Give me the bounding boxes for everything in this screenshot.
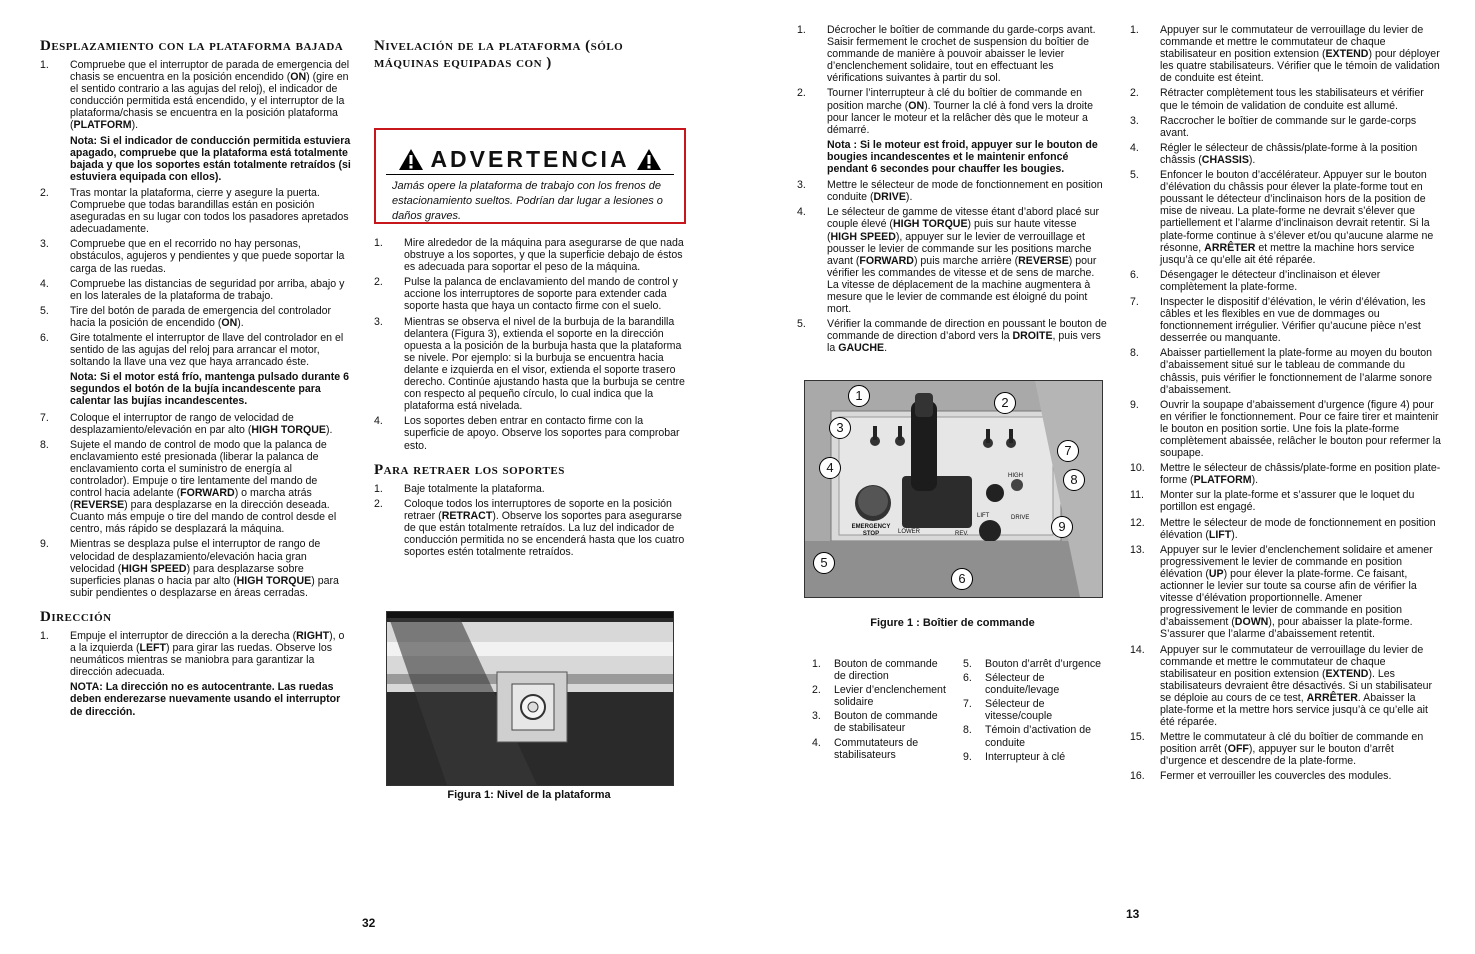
list-item xyxy=(797,206,1109,315)
list-item-text: Tras montar la plataforma, cierre y asegure la puerta. Compruebe que todas barandillas están en posición aseguradas en su lugar con todos los pasadores apretados adecuadamente. xyxy=(70,186,349,236)
note-moteur-froid: Nota : Si le moteur est froid, appuyer sur le bouton de bougies incandescentes et le maintenir enfoncé pendant 6 secondes pour chauffer les bougies. xyxy=(827,138,1098,176)
list-item xyxy=(374,276,686,312)
right-column-1 xyxy=(797,24,1109,357)
list-item-number: 10. xyxy=(1130,462,1145,475)
legend-item-text: Commutateurs de stabilisateurs xyxy=(834,736,919,761)
list-item xyxy=(40,332,352,368)
legend-item-number: 8. xyxy=(963,724,972,737)
list-item-number: 7. xyxy=(1130,295,1139,308)
list-item-text: Inspecter le dispositif d’élévation, le vérin d’élévation, les câbles et les flexibles en vue de dommages ou fonctionnement irrégulier. Vérifier qu’aucune pièce n’est desserrée ou manquante. xyxy=(1160,295,1426,345)
list-item xyxy=(1130,142,1442,166)
list-desplazamiento-b xyxy=(40,187,352,368)
legend-item xyxy=(812,710,952,734)
legend-item-text: Interrupteur à clé xyxy=(985,750,1066,763)
platform-level-photo xyxy=(386,611,674,786)
list-item xyxy=(374,483,686,495)
list-retraer xyxy=(374,483,686,559)
list-item-number: 1. xyxy=(40,629,49,642)
list-item-text: Le sélecteur de gamme de vitesse étant d’abord placé sur couple élevé (HIGH TORQUE) puis sur haute vitesse (HIGH SPEED), appuyer sur le levier de verrouillage et pousser le levier de commande sur les positions marche avant (FORWARD) puis marche arrière (REVERSE) pour vérifier les commandes de vitesse et de sens de marche. La vitesse de déplacement de la machine augmentera à mesure que le levier de commande est éloigné du point mort. xyxy=(827,206,1100,316)
list-item-number: 1. xyxy=(1130,24,1139,36)
left-column-1 xyxy=(40,38,352,722)
legend-item-text: Témoin d’activation de conduite xyxy=(985,724,1091,749)
list-fr-a xyxy=(797,24,1109,136)
list-desplazamiento-c xyxy=(40,412,352,599)
list-item-number: 11. xyxy=(1130,489,1144,502)
list-item-text: Mientras se observa el nivel de la burbuja de la barandilla delantera (Figura 3), extienda el soporte en la dirección opuesta a la posición de la burbuja hasta que la plataforma se nivele. Por ejemplo: si la burbuja se encuentra hacia delante e izquierda en el visor, extienda el soporte trasero derecho. Continúe ajustando hasta que la burbuja se centre con respecto al pequeño círculo, lo cual indica que la plataforma está nivelada. xyxy=(404,315,685,413)
legend-item xyxy=(812,684,952,708)
list-item-text: Mientras se desplaza pulse el interruptor de rango de velocidad de desplazamiento/elevación hacia gran velocidad (HIGH SPEED) para desplazarse sobre superficies planas o hacia par alto (HIGH TORQUE) para subir pendientes o desplazarse en áreas cerradas. xyxy=(70,538,339,599)
list-item-number: 6. xyxy=(40,331,49,344)
list-item xyxy=(1130,770,1442,782)
warning-icon xyxy=(398,148,424,171)
list-item xyxy=(1130,115,1442,139)
list-item xyxy=(1130,169,1442,266)
list-item xyxy=(797,179,1109,203)
list-item-text: Appuyer sur le levier d’enclenchement solidaire et amener progressivement le levier de commande en position élévation (UP) pour élever la plate-forme. Ce faisant, actionner le levier sur toute sa course afin de vérifier la vitesse d’élévation proportionnelle. Amener progressivement le levier de commande en position d’abaissement (DOWN), pour abaisser la plate-forme. S’assurer que l’alarme d’abaissement retentit. xyxy=(1160,543,1433,641)
list-item-number: 6. xyxy=(1130,268,1139,281)
callout-2: 2 xyxy=(994,392,1016,414)
list-item-number: 16. xyxy=(1130,770,1145,783)
list-item-text: Décrocher le boîtier de commande du garde-corps avant. Saisir fermement le crochet de suspension du boîtier de commande de manière à pouvoir abaisser le levier d’enclenchement solidaire, tout en effectuant les vérifications suivantes à partir du sol. xyxy=(827,24,1096,85)
list-item xyxy=(797,87,1109,135)
warning-title-text: ADVERTENCIA xyxy=(430,145,630,172)
list-item-text: Gire totalmente el interruptor de llave del controlador en el sentido de las agujas del reloj para arrancar el motor, soltando la llave una vez que haya arrancado éste. xyxy=(70,331,344,369)
legend-item-number: 5. xyxy=(963,658,972,670)
legend-item-number: 3. xyxy=(812,710,821,723)
list-item-text: Tourner l’interrupteur à clé du boîtier de commande en position marche (ON). Tourner la clé à fond vers la droite pour lancer le moteur et la relâcher dès que le moteur a démarré. xyxy=(827,87,1093,136)
list-item-number: 3. xyxy=(40,238,49,251)
list-item xyxy=(1130,296,1442,344)
list-item xyxy=(40,238,352,274)
callout-6: 6 xyxy=(951,568,973,590)
list-item-text: Mire alrededor de la máquina para asegurarse de que nada obstruye a los soportes, y que la superficie debajo de éstos es adecuada para soportar el peso de la máquina. xyxy=(404,237,684,274)
list-item xyxy=(1130,399,1442,459)
list-item-number: 9. xyxy=(1130,398,1139,411)
left-column-2 xyxy=(374,38,686,76)
figure-caption-boitier: Figure 1 : Boîtier de commande xyxy=(870,617,1035,629)
page-number-right: 13 xyxy=(1126,907,1140,921)
legend-right xyxy=(963,658,1103,765)
list-item xyxy=(40,412,352,436)
list-item xyxy=(40,538,352,598)
list-item-text: Tire del botón de parada de emergencia del controlador hacia la posición de encendido (ON). xyxy=(70,304,332,329)
note-motor-frio: Nota: Si el motor está frío, mantenga pulsado durante 6 segundos el botón de la bujía incandescente para calentar las bujías incandescentes. xyxy=(70,371,350,408)
list-item-number: 2. xyxy=(374,276,383,289)
panel-label-high: HIGH xyxy=(1008,473,1023,479)
page-number-left: 32 xyxy=(362,916,376,930)
list-item xyxy=(374,237,686,273)
legend-item-number: 9. xyxy=(963,750,972,763)
list-item xyxy=(1130,269,1442,293)
list-item-text: Ouvrir la soupape d’abaissement d’urgence (figure 4) pour en vérifier le fonctionnement. Pour ce faire tirer et maintenir le bouton en position sortie. Une fois la plate-forme complètement abaissée, relâcher le bouton pour refermer la soupape. xyxy=(1160,398,1441,460)
list-item-text: Coloque todos los interruptores de soporte en la posición retraer (RETRACT). Observe los soportes para asegurarse de que están totalmente retraídos. La luz del indicador de conducción permitida no se encenderá hasta que los cuatro soportes estén totalmente retraídos. xyxy=(404,497,685,559)
list-item-text: Régler le sélecteur de châssis/plate-forme à la position châssis (CHASSIS). xyxy=(1160,141,1418,166)
list-item-number: 2. xyxy=(1130,87,1139,100)
callout-4: 4 xyxy=(819,457,841,479)
legend-item-number: 4. xyxy=(812,736,821,749)
warning-box xyxy=(374,128,686,224)
list-item xyxy=(374,316,686,413)
list-item-number: 13. xyxy=(1130,543,1145,556)
list-item-text: Compruebe las distancias de seguridad por arriba, abajo y en los laterales de la plataforma de trabajo. xyxy=(70,277,345,302)
warning-text: Jamás opere la plataforma de trabajo con los frenos de estacionamiento sueltos. Podrían dar lugar a lesiones o daños graves. xyxy=(392,180,663,222)
list-item-number: 8. xyxy=(1130,347,1139,360)
list-item-text: Appuyer sur le commutateur de verrouillage du levier de commande et mettre le commutateur de chaque stabilisateur en position extension (EXTEND) pour déployer les quatre stabilisateurs. Vérifier que le témoin de validation de conduite est éteint. xyxy=(1160,24,1440,85)
list-item-number: 1. xyxy=(40,59,49,71)
list-item-text: Enfoncer le bouton d’accélérateur. Appuyer sur le bouton d’élévation du châssis pour élever la plate-forme tout en poussant le détecteur d’inclinaison hors de la position de mise de niveau. La plate-forme ne devrait s’élever que partiellement et l’alarme d’inclinaison devrait retentir. Si la plate-forme continue à s’élever et/ou qu’aucune alarme ne résonne, ARRÊTER et mettre la machine hors service jusqu’à ce qu’elle ait été réparée. xyxy=(1160,169,1434,266)
list-item-number: 5. xyxy=(40,304,49,317)
legend-item-text: Levier d’enclenchement solidaire xyxy=(834,684,946,709)
list-item-number: 2. xyxy=(40,186,49,199)
legend-item xyxy=(963,724,1103,748)
list-item xyxy=(1130,87,1442,111)
list-item xyxy=(374,415,686,451)
list-item-number: 4. xyxy=(374,415,383,428)
list-item-number: 12. xyxy=(1130,516,1145,529)
legend-item-text: Bouton de commande de stabilisateur xyxy=(834,710,938,735)
heading-nivelacion: Nivelación de la plataforma (sólo máquinas equipadas con ) xyxy=(374,38,624,71)
right-column-2 xyxy=(1130,24,1442,786)
panel-label-drive: DRIVE xyxy=(1011,515,1030,521)
list-item-number: 14. xyxy=(1130,643,1145,656)
list-nivelacion xyxy=(374,237,686,452)
callout-5: 5 xyxy=(813,552,835,574)
list-desplazamiento-a xyxy=(40,59,352,132)
list-item-text: Mettre le sélecteur de mode de fonctionnement en position conduite (DRIVE). xyxy=(827,179,1103,204)
legend-item-number: 2. xyxy=(812,684,821,697)
list-item-text: Monter sur la plate-forme et s’assurer que le loquet du portillon est engagé. xyxy=(1160,489,1415,514)
list-item xyxy=(1130,489,1442,513)
list-item-number: 15. xyxy=(1130,731,1145,744)
list-item-text: Vérifier la commande de direction en poussant le bouton de commande de direction d’abord vers la DROITE, puis vers la GAUCHE. xyxy=(827,318,1107,355)
list-item-text: Fermer et verrouiller les couvercles des modules. xyxy=(1160,770,1392,783)
list-item-text: Coloque el interruptor de rango de velocidad de desplazamiento/elevación en par alto (HIGH TORQUE). xyxy=(70,411,333,436)
list-item xyxy=(1130,347,1442,395)
list-direccion xyxy=(40,630,352,678)
legend-item-number: 1. xyxy=(812,658,821,670)
list-item-number: 5. xyxy=(797,318,806,331)
list-item-number: 5. xyxy=(1130,169,1139,182)
list-item xyxy=(40,439,352,536)
list-item-text: Pulse la palanca de enclavamiento del mando de control y accione los interruptores de soporte para extender cada soporte hasta que haya un contacto firme con el suelo. xyxy=(404,276,678,313)
heading-retraer: Para retraer los soportes xyxy=(374,461,565,478)
list-item-number: 1. xyxy=(797,24,806,36)
list-item-number: 4. xyxy=(1130,141,1139,154)
list-item xyxy=(40,305,352,329)
list-fr-col2 xyxy=(1130,24,1442,783)
heading-desplazamiento: Desplazamiento con la plataforma bajada xyxy=(40,38,344,54)
list-item-number: 1. xyxy=(374,237,383,249)
control-box-photo xyxy=(804,380,1103,598)
list-item-number: 7. xyxy=(40,411,49,424)
figure-caption-nivel: Figura 1: Nivel de la plataforma xyxy=(447,789,611,801)
list-item-text: Mettre le sélecteur de mode de fonctionnement en position élévation (LIFT). xyxy=(1160,516,1436,541)
legend-item-number: 7. xyxy=(963,698,972,711)
list-item xyxy=(40,278,352,302)
list-item-number: 3. xyxy=(797,179,806,192)
list-item-number: 4. xyxy=(40,277,49,290)
list-item-number: 8. xyxy=(40,438,49,451)
callout-1: 1 xyxy=(848,385,870,407)
warning-title xyxy=(376,144,684,174)
list-item xyxy=(40,630,352,678)
list-item xyxy=(797,318,1109,354)
list-item xyxy=(374,498,686,558)
warning-icon xyxy=(636,148,662,171)
list-item-text: Baje totalmente la plataforma. xyxy=(404,482,545,495)
legend-item-text: Bouton d’arrêt d’urgence xyxy=(985,658,1102,670)
panel-label-emergency-stop: EMERGENCY STOP xyxy=(851,524,891,537)
panel-label-rev: REV. xyxy=(955,531,969,537)
list-item xyxy=(1130,544,1442,641)
list-item xyxy=(1130,462,1442,486)
list-item-number: 3. xyxy=(374,315,383,328)
list-item-text: Los soportes deben entrar en contacto firme con la superficie de apoyo. Observe los soportes para comprobar esto. xyxy=(404,415,680,452)
list-item xyxy=(40,59,352,132)
list-item xyxy=(797,24,1109,84)
legend-item-number: 6. xyxy=(963,672,972,685)
left-column-2-lower xyxy=(374,237,686,561)
legend-item-text: Sélecteur de vitesse/couple xyxy=(985,698,1053,723)
list-item-number: 2. xyxy=(797,87,806,100)
list-item xyxy=(1130,644,1442,729)
legend-item xyxy=(963,751,1103,763)
list-item-text: Compruebe que en el recorrido no hay personas, obstáculos, agujeros y pendientes y que puede soportar la carga de las ruedas. xyxy=(70,238,345,275)
list-item-number: 9. xyxy=(40,538,49,551)
list-item-text: Mettre le commutateur à clé du boîtier de commande en position arrêt (OFF), appuyer sur le bouton d’arrêt d’urgence et descendre de la plate-forme. xyxy=(1160,731,1424,768)
callout-8: 8 xyxy=(1063,469,1085,491)
legend-left xyxy=(812,658,952,763)
list-item xyxy=(1130,517,1442,541)
list-item-text: Abaisser partiellement la plate-forme au moyen du bouton d’abaissement situé sur le tableau de commande du châssis, puis vérifier le fonctionnement de l’alarme sonore d’abaissement. xyxy=(1160,347,1433,396)
list-item-number: 2. xyxy=(374,497,383,510)
list-item xyxy=(40,187,352,235)
callout-9: 9 xyxy=(1051,516,1073,538)
callout-7: 7 xyxy=(1057,440,1079,462)
legend-item-text: Bouton de commande de direction xyxy=(834,658,938,683)
list-item-text: Appuyer sur le commutateur de verrouillage du levier de commande et mettre le commutateur de chaque stabilisateur en position extension (EXTEND). Les stabilisateurs devraient être désactivés. Si un stabilisateur se déploie au cours de ce test, ARRÊTER. Abaisser la plate-forme et la mettre hors service jusqu’à ce qu’elle ait été réparée. xyxy=(1160,643,1433,729)
list-item-text: Désengager le détecteur d’inclinaison et élever complètement la plate-forme. xyxy=(1160,268,1381,293)
list-item-number: 1. xyxy=(374,482,383,495)
list-item-text: Raccrocher le boîtier de commande sur le garde-corps avant. xyxy=(1160,114,1417,139)
list-item-text: Sujete el mando de control de modo que la palanca de enclavamiento esté presionada (liberar la palanca de enclavamiento corta el suministro de energía al controlador). Empuje o tire lentamente del mando de control hacia adelante (FORWARD) o marcha atrás (REVERSE) para desplazarse en la dirección deseada. Cuanto más empuje o tire del mando de control desde el centro, más rápido se desplazará la máquina. xyxy=(70,438,337,536)
list-item-number: 4. xyxy=(797,206,806,219)
list-item-text: Rétracter complètement tous les stabilisateurs et vérifier que le témoin de validation de conduite est allumé. xyxy=(1160,87,1424,112)
legend-item xyxy=(963,658,1103,670)
list-item xyxy=(1130,24,1442,84)
callout-3: 3 xyxy=(829,417,851,439)
list-item-number: 3. xyxy=(1130,114,1139,127)
list-item-text: Empuje el interruptor de dirección a la derecha (RIGHT), o a la izquierda (LEFT) para girar las ruedas. Observe los neumáticos mientras se maniobra para garantizar la dirección adecuada. xyxy=(70,629,345,679)
note-direccion: NOTA: La dirección no es autocentrante. Las ruedas deben enderezarse nuevamente usando el interruptor de dirección. xyxy=(70,681,341,718)
panel-label-lift: LIFT xyxy=(977,513,990,519)
list-item-text: Compruebe que el interruptor de parada de emergencia del chasis se encuentra en la posición encendido (ON) (gire en el sentido contrario a las agujas del reloj), el indicador de conducción permitida está encendido, y el interruptor de la plataforma/chasis se encuentra en la posición plataforma (PLATFORM). xyxy=(70,59,350,132)
heading-direccion: Dirección xyxy=(40,608,112,625)
note-indicador: Nota: Si el indicador de conducción permitida estuviera apagado, compruebe que la plataforma está totalmente bajada y que los soportes están totalmente retraídos (si estuviera equipada con ellos). xyxy=(70,134,351,183)
list-fr-b xyxy=(797,179,1109,354)
legend-item xyxy=(963,672,1103,696)
panel-label-lower: LOWER xyxy=(898,529,921,535)
legend-item-text: Sélecteur de conduite/levage xyxy=(985,672,1060,697)
list-item-text: Mettre le sélecteur de châssis/plate-forme en position plate-forme (PLATFORM). xyxy=(1160,462,1441,487)
legend-item xyxy=(812,737,952,761)
list-item xyxy=(1130,731,1442,767)
legend-item xyxy=(963,698,1103,722)
legend-item xyxy=(812,658,952,682)
